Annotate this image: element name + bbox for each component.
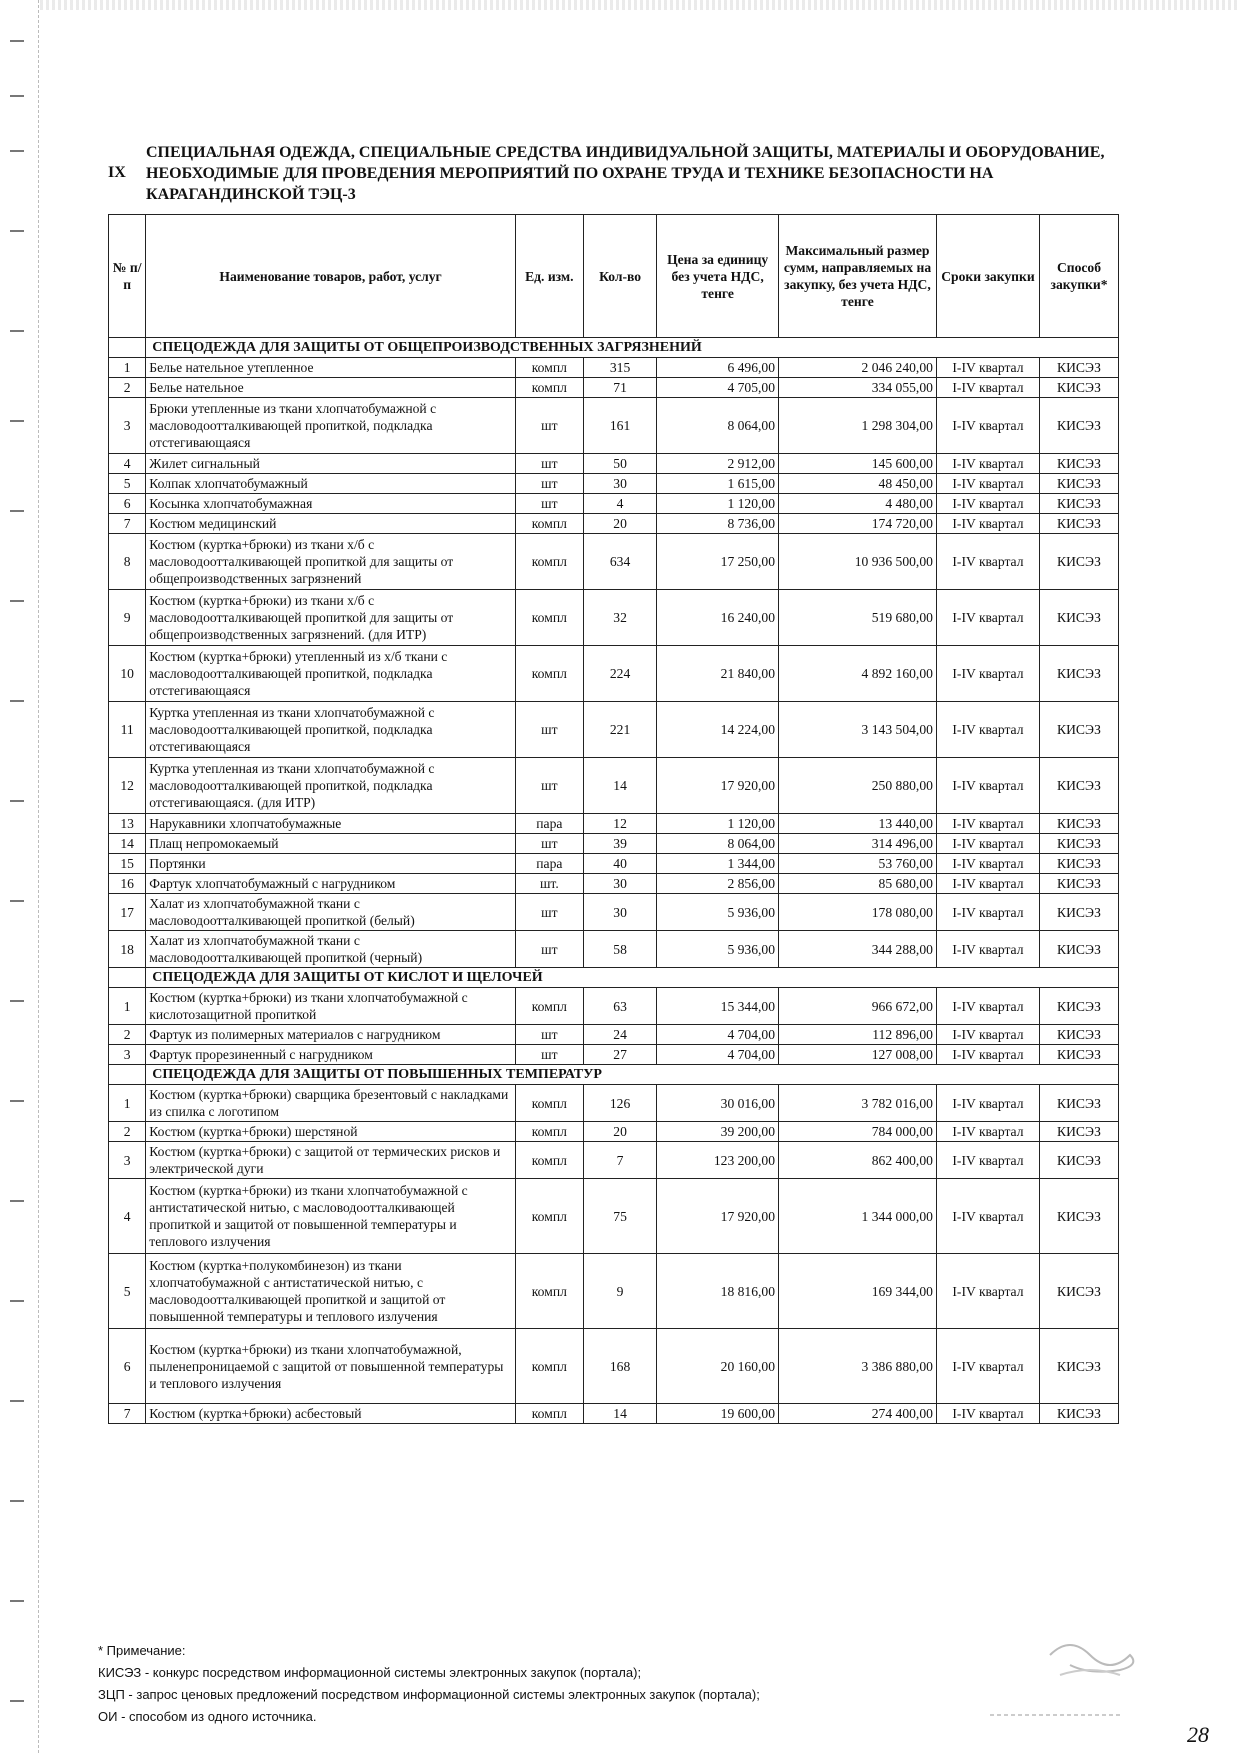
procurement-method: КИСЭЗ — [1040, 1179, 1119, 1254]
table-row — [109, 758, 1119, 814]
unit-price: 20 160,00 — [657, 1329, 779, 1404]
max-sum: 3 386 880,00 — [779, 1329, 937, 1404]
item-name: Костюм (куртка+полукомбинезон) из ткани хлопчатобумажной с антистатической нитью, с масловодоотталкивающей пропиткой и защитой от повышенной температуры и теплового излучения — [146, 1254, 516, 1329]
row-number: 6 — [109, 494, 146, 514]
procurement-term: I-IV квартал — [936, 358, 1039, 378]
quantity: 20 — [583, 1122, 656, 1142]
signature-mark — [980, 1625, 1180, 1725]
max-sum: 13 440,00 — [779, 814, 937, 834]
quantity: 315 — [583, 358, 656, 378]
max-sum: 174 720,00 — [779, 514, 937, 534]
quantity: 161 — [583, 398, 656, 454]
unit-price: 2 856,00 — [657, 874, 779, 894]
section-row — [109, 968, 1119, 988]
unit-price: 4 704,00 — [657, 1025, 779, 1045]
footnote-title: * Примечание: — [98, 1643, 186, 1658]
quantity: 58 — [583, 931, 656, 968]
unit: шт — [515, 894, 583, 931]
max-sum: 966 672,00 — [779, 988, 937, 1025]
unit: шт — [515, 702, 583, 758]
item-name: Костюм (куртка+брюки) из ткани хлопчатобумажной с антистатической нитью, с масловодоотталкивающей пропиткой и защитой от повышенной температуры и теплового излучения — [146, 1179, 516, 1254]
quantity: 30 — [583, 894, 656, 931]
footnote-line: КИСЭЗ - конкурс посредством информационной системы электронных закупок (портала); — [98, 1665, 642, 1680]
row-number: 13 — [109, 814, 146, 834]
quantity: 39 — [583, 834, 656, 854]
procurement-term: I-IV квартал — [936, 514, 1039, 534]
row-number: 1 — [109, 358, 146, 378]
procurement-method: КИСЭЗ — [1040, 590, 1119, 646]
item-name: Костюм (куртка+брюки) асбестовый — [146, 1404, 516, 1424]
procurement-method: КИСЭЗ — [1040, 758, 1119, 814]
col-header-price: Цена за единицу без учета НДС, тенге — [657, 215, 779, 338]
procurement-term: I-IV квартал — [936, 834, 1039, 854]
row-number: 2 — [109, 378, 146, 398]
procurement-method: КИСЭЗ — [1040, 931, 1119, 968]
table-row — [109, 590, 1119, 646]
section-number-cell — [109, 338, 146, 358]
max-sum: 48 450,00 — [779, 474, 937, 494]
footnotes — [98, 1640, 760, 1728]
procurement-method: КИСЭЗ — [1040, 1025, 1119, 1045]
quantity: 30 — [583, 474, 656, 494]
quantity: 168 — [583, 1329, 656, 1404]
procurement-method: КИСЭЗ — [1040, 358, 1119, 378]
row-number: 1 — [109, 988, 146, 1025]
row-number: 7 — [109, 1404, 146, 1424]
section-number-cell — [109, 968, 146, 988]
unit: шт — [515, 1045, 583, 1065]
max-sum: 344 288,00 — [779, 931, 937, 968]
unit-price: 39 200,00 — [657, 1122, 779, 1142]
table-row — [109, 534, 1119, 590]
item-name: Фартук хлопчатобумажный с нагрудником — [146, 874, 516, 894]
procurement-method: КИСЭЗ — [1040, 894, 1119, 931]
unit: компл — [515, 378, 583, 398]
procurement-method: КИСЭЗ — [1040, 1404, 1119, 1424]
row-number: 16 — [109, 874, 146, 894]
unit-price: 1 615,00 — [657, 474, 779, 494]
unit-price: 19 600,00 — [657, 1404, 779, 1424]
item-name: Халат из хлопчатобумажной ткани с масловодоотталкивающей пропиткой (черный) — [146, 931, 516, 968]
page-number: 28 — [1187, 1722, 1209, 1747]
procurement-method: КИСЭЗ — [1040, 854, 1119, 874]
procurement-term: I-IV квартал — [936, 398, 1039, 454]
unit-price: 17 250,00 — [657, 534, 779, 590]
unit: компл — [515, 590, 583, 646]
procurement-term: I-IV квартал — [936, 1025, 1039, 1045]
max-sum: 519 680,00 — [779, 590, 937, 646]
quantity: 224 — [583, 646, 656, 702]
item-name: Костюм (куртка+брюки) из ткани х/б с масловодоотталкивающей пропиткой для защиты от общепроизводственных загрязнений — [146, 534, 516, 590]
section-title: СПЕЦОДЕЖДА ДЛЯ ЗАЩИТЫ ОТ КИСЛОТ И ЩЕЛОЧЕЙ — [146, 968, 1119, 988]
procurement-term: I-IV квартал — [936, 854, 1039, 874]
table-row — [109, 494, 1119, 514]
item-name: Портянки — [146, 854, 516, 874]
max-sum: 274 400,00 — [779, 1404, 937, 1424]
quantity: 634 — [583, 534, 656, 590]
unit-price: 5 936,00 — [657, 894, 779, 931]
row-number: 18 — [109, 931, 146, 968]
max-sum: 1 344 000,00 — [779, 1179, 937, 1254]
procurement-method: КИСЭЗ — [1040, 988, 1119, 1025]
row-number: 9 — [109, 590, 146, 646]
row-number: 4 — [109, 454, 146, 474]
quantity: 63 — [583, 988, 656, 1025]
procurement-method: КИСЭЗ — [1040, 454, 1119, 474]
item-name: Плащ непромокаемый — [146, 834, 516, 854]
item-name: Костюм (куртка+брюки) утепленный из х/б ткани с масловодоотталкивающей пропиткой, подкладка отстегивающаяся — [146, 646, 516, 702]
section-heading — [108, 142, 1118, 205]
max-sum: 250 880,00 — [779, 758, 937, 814]
unit-price: 30 016,00 — [657, 1085, 779, 1122]
quantity: 221 — [583, 702, 656, 758]
procurement-method: КИСЭЗ — [1040, 514, 1119, 534]
row-number: 7 — [109, 514, 146, 534]
procurement-term: I-IV квартал — [936, 894, 1039, 931]
max-sum: 145 600,00 — [779, 454, 937, 474]
item-name: Костюм (куртка+брюки) шерстяной — [146, 1122, 516, 1142]
procurement-method: КИСЭЗ — [1040, 1142, 1119, 1179]
procurement-method: КИСЭЗ — [1040, 702, 1119, 758]
row-number: 2 — [109, 1025, 146, 1045]
max-sum: 3 782 016,00 — [779, 1085, 937, 1122]
table-row — [109, 1085, 1119, 1122]
unit: шт. — [515, 874, 583, 894]
procurement-term: I-IV квартал — [936, 1254, 1039, 1329]
unit-price: 15 344,00 — [657, 988, 779, 1025]
procurement-term: I-IV квартал — [936, 1142, 1039, 1179]
unit: пара — [515, 814, 583, 834]
procurement-method: КИСЭЗ — [1040, 398, 1119, 454]
table-row — [109, 931, 1119, 968]
row-number: 15 — [109, 854, 146, 874]
procurement-method: КИСЭЗ — [1040, 1122, 1119, 1142]
procurement-method: КИСЭЗ — [1040, 1329, 1119, 1404]
unit: шт — [515, 931, 583, 968]
col-header-term: Сроки закупки — [936, 215, 1039, 338]
unit: шт — [515, 454, 583, 474]
table-row — [109, 874, 1119, 894]
quantity: 40 — [583, 854, 656, 874]
quantity: 75 — [583, 1179, 656, 1254]
procurement-term: I-IV квартал — [936, 378, 1039, 398]
procurement-method: КИСЭЗ — [1040, 1254, 1119, 1329]
unit-price: 17 920,00 — [657, 1179, 779, 1254]
quantity: 126 — [583, 1085, 656, 1122]
quantity: 7 — [583, 1142, 656, 1179]
procurement-term: I-IV квартал — [936, 988, 1039, 1025]
procurement-term: I-IV квартал — [936, 702, 1039, 758]
section-number: IX — [108, 164, 126, 181]
procurement-term: I-IV квартал — [936, 931, 1039, 968]
table-row — [109, 988, 1119, 1025]
procurement-term: I-IV квартал — [936, 494, 1039, 514]
unit-price: 4 704,00 — [657, 1045, 779, 1065]
max-sum: 1 298 304,00 — [779, 398, 937, 454]
item-name: Костюм медицинский — [146, 514, 516, 534]
unit-price: 123 200,00 — [657, 1142, 779, 1179]
quantity: 14 — [583, 1404, 656, 1424]
max-sum: 314 496,00 — [779, 834, 937, 854]
row-number: 3 — [109, 1142, 146, 1179]
unit: компл — [515, 1085, 583, 1122]
max-sum: 4 480,00 — [779, 494, 937, 514]
table-row — [109, 1142, 1119, 1179]
unit-price: 21 840,00 — [657, 646, 779, 702]
procurement-term: I-IV квартал — [936, 814, 1039, 834]
row-number: 5 — [109, 474, 146, 494]
procurement-term: I-IV квартал — [936, 1045, 1039, 1065]
row-number: 3 — [109, 398, 146, 454]
unit: шт — [515, 1025, 583, 1045]
unit-price: 18 816,00 — [657, 1254, 779, 1329]
procurement-method: КИСЭЗ — [1040, 1045, 1119, 1065]
quantity: 20 — [583, 514, 656, 534]
quantity: 14 — [583, 758, 656, 814]
row-number: 11 — [109, 702, 146, 758]
unit: компл — [515, 1179, 583, 1254]
binder-margin — [0, 0, 39, 1753]
item-name: Белье нательное утепленное — [146, 358, 516, 378]
procurement-method: КИСЭЗ — [1040, 814, 1119, 834]
table-row — [109, 1404, 1119, 1424]
col-header-qty: Кол-во — [583, 215, 656, 338]
item-name: Фартук прорезиненный с нагрудником — [146, 1045, 516, 1065]
unit: компл — [515, 358, 583, 378]
max-sum: 112 896,00 — [779, 1025, 937, 1045]
row-number: 1 — [109, 1085, 146, 1122]
row-number: 12 — [109, 758, 146, 814]
table-row — [109, 474, 1119, 494]
item-name: Нарукавники хлопчатобумажные — [146, 814, 516, 834]
unit: шт — [515, 474, 583, 494]
max-sum: 169 344,00 — [779, 1254, 937, 1329]
table-row — [109, 702, 1119, 758]
procurement-term: I-IV квартал — [936, 758, 1039, 814]
unit-price: 8 064,00 — [657, 398, 779, 454]
table-row — [109, 834, 1119, 854]
quantity: 32 — [583, 590, 656, 646]
col-header-name: Наименование товаров, работ, услуг — [146, 215, 516, 338]
row-number: 3 — [109, 1045, 146, 1065]
section-title: СПЕЦИАЛЬНАЯ ОДЕЖДА, СПЕЦИАЛЬНЫЕ СРЕДСТВА ИНДИВИДУАЛЬНОЙ ЗАЩИТЫ, МАТЕРИАЛЫ И ОБОРУДОВАНИЕ, НЕОБХОДИМЫЕ ДЛЯ ПРОВЕДЕНИЯ МЕРОПРИЯТИЙ ПО ОХРАНЕ ТРУДА И ТЕХНИКЕ БЕЗОПАСНОСТИ НА КАРАГАНДИНСКОЙ ТЭЦ-3 — [146, 144, 1105, 203]
section-title: СПЕЦОДЕЖДА ДЛЯ ЗАЩИТЫ ОТ ПОВЫШЕННЫХ ТЕМПЕРАТУР — [146, 1065, 1119, 1085]
row-number: 2 — [109, 1122, 146, 1142]
unit-price: 16 240,00 — [657, 590, 779, 646]
table-body — [109, 338, 1119, 1424]
procurement-term: I-IV квартал — [936, 1404, 1039, 1424]
procurement-term: I-IV квартал — [936, 1329, 1039, 1404]
item-name: Костюм (куртка+брюки) из ткани х/б с масловодоотталкивающей пропиткой для защиты от общепроизводственных загрязнений. (для ИТР) — [146, 590, 516, 646]
item-name: Фартук из полимерных материалов с нагрудником — [146, 1025, 516, 1045]
item-name: Жилет сигнальный — [146, 454, 516, 474]
unit-price: 14 224,00 — [657, 702, 779, 758]
table-row — [109, 514, 1119, 534]
table-header-row — [109, 215, 1119, 338]
table-row — [109, 1045, 1119, 1065]
table-row — [109, 1329, 1119, 1404]
procurement-method: КИСЭЗ — [1040, 1085, 1119, 1122]
quantity: 30 — [583, 874, 656, 894]
footnote-line: ЗЦП - запрос ценовых предложений посредством информационной системы электронных закупок (портала); — [98, 1687, 760, 1702]
procurement-method: КИСЭЗ — [1040, 534, 1119, 590]
unit: компл — [515, 1329, 583, 1404]
table-row — [109, 378, 1119, 398]
section-number-cell — [109, 1065, 146, 1085]
procurement-term: I-IV квартал — [936, 646, 1039, 702]
item-name: Костюм (куртка+брюки) из ткани хлопчатобумажной, пыленепроницаемой с защитой от повышенной температуры и теплового излучения — [146, 1329, 516, 1404]
procurement-table — [108, 214, 1119, 1424]
max-sum: 4 892 160,00 — [779, 646, 937, 702]
max-sum: 53 760,00 — [779, 854, 937, 874]
unit-price: 1 120,00 — [657, 494, 779, 514]
unit: компл — [515, 1142, 583, 1179]
table-row — [109, 1122, 1119, 1142]
item-name: Костюм (куртка+брюки) сварщика брезентовый с накладками из спилка с логотипом — [146, 1085, 516, 1122]
col-header-unit: Ед. изм. — [515, 215, 583, 338]
unit-price: 8 736,00 — [657, 514, 779, 534]
scan-edge — [40, 0, 1240, 10]
quantity: 4 — [583, 494, 656, 514]
procurement-term: I-IV квартал — [936, 534, 1039, 590]
item-name: Куртка утепленная из ткани хлопчатобумажной с масловодоотталкивающей пропиткой, подкладка отстегивающаяся. (для ИТР) — [146, 758, 516, 814]
unit-price: 6 496,00 — [657, 358, 779, 378]
unit-price: 8 064,00 — [657, 834, 779, 854]
procurement-method: КИСЭЗ — [1040, 646, 1119, 702]
max-sum: 784 000,00 — [779, 1122, 937, 1142]
procurement-method: КИСЭЗ — [1040, 474, 1119, 494]
row-number: 8 — [109, 534, 146, 590]
item-name: Колпак хлопчатобумажный — [146, 474, 516, 494]
max-sum: 127 008,00 — [779, 1045, 937, 1065]
table-row — [109, 454, 1119, 474]
max-sum: 2 046 240,00 — [779, 358, 937, 378]
quantity: 50 — [583, 454, 656, 474]
max-sum: 334 055,00 — [779, 378, 937, 398]
quantity: 71 — [583, 378, 656, 398]
max-sum: 862 400,00 — [779, 1142, 937, 1179]
procurement-method: КИСЭЗ — [1040, 834, 1119, 854]
unit-price: 1 344,00 — [657, 854, 779, 874]
row-number: 6 — [109, 1329, 146, 1404]
table-row — [109, 894, 1119, 931]
unit-price: 1 120,00 — [657, 814, 779, 834]
procurement-method: КИСЭЗ — [1040, 874, 1119, 894]
unit: компл — [515, 646, 583, 702]
unit: шт — [515, 494, 583, 514]
table-row — [109, 358, 1119, 378]
section-row — [109, 1065, 1119, 1085]
section-title: СПЕЦОДЕЖДА ДЛЯ ЗАЩИТЫ ОТ ОБЩЕПРОИЗВОДСТВЕННЫХ ЗАГРЯЗНЕНИЙ — [146, 338, 1119, 358]
procurement-term: I-IV квартал — [936, 1085, 1039, 1122]
item-name: Халат из хлопчатобумажной ткани с масловодоотталкивающей пропиткой (белый) — [146, 894, 516, 931]
procurement-method: КИСЭЗ — [1040, 494, 1119, 514]
unit: компл — [515, 534, 583, 590]
footnote-line: ОИ - способом из одного источника. — [98, 1709, 317, 1724]
procurement-term: I-IV квартал — [936, 1122, 1039, 1142]
row-number: 14 — [109, 834, 146, 854]
item-name: Брюки утепленные из ткани хлопчатобумажной с масловодоотталкивающей пропиткой, подкладка отстегивающаяся — [146, 398, 516, 454]
quantity: 9 — [583, 1254, 656, 1329]
unit: компл — [515, 1404, 583, 1424]
table-row — [109, 646, 1119, 702]
unit: шт — [515, 398, 583, 454]
procurement-term: I-IV квартал — [936, 590, 1039, 646]
table-row — [109, 398, 1119, 454]
table-row — [109, 854, 1119, 874]
unit-price: 5 936,00 — [657, 931, 779, 968]
section-row — [109, 338, 1119, 358]
row-number: 4 — [109, 1179, 146, 1254]
unit: компл — [515, 988, 583, 1025]
max-sum: 178 080,00 — [779, 894, 937, 931]
row-number: 10 — [109, 646, 146, 702]
table-row — [109, 1025, 1119, 1045]
item-name: Косынка хлопчатобумажная — [146, 494, 516, 514]
quantity: 27 — [583, 1045, 656, 1065]
item-name: Костюм (куртка+брюки) из ткани хлопчатобумажной с кислотозащитной пропиткой — [146, 988, 516, 1025]
unit: шт — [515, 758, 583, 814]
row-number: 17 — [109, 894, 146, 931]
unit-price: 2 912,00 — [657, 454, 779, 474]
procurement-term: I-IV квартал — [936, 474, 1039, 494]
procurement-term: I-IV квартал — [936, 1179, 1039, 1254]
table-row — [109, 1179, 1119, 1254]
max-sum: 3 143 504,00 — [779, 702, 937, 758]
col-header-method: Способ закупки* — [1040, 215, 1119, 338]
item-name: Костюм (куртка+брюки) с защитой от термических рисков и электрической дуги — [146, 1142, 516, 1179]
table-row — [109, 814, 1119, 834]
unit-price: 17 920,00 — [657, 758, 779, 814]
unit: пара — [515, 854, 583, 874]
col-header-number: № п/п — [109, 215, 146, 338]
quantity: 24 — [583, 1025, 656, 1045]
item-name: Куртка утепленная из ткани хлопчатобумажной с масловодоотталкивающей пропиткой, подкладка отстегивающаяся — [146, 702, 516, 758]
procurement-term: I-IV квартал — [936, 454, 1039, 474]
col-header-sum: Максимальный размер сумм, направляемых на закупку, без учета НДС, тенге — [779, 215, 937, 338]
max-sum: 85 680,00 — [779, 874, 937, 894]
row-number: 5 — [109, 1254, 146, 1329]
item-name: Белье нательное — [146, 378, 516, 398]
unit: шт — [515, 834, 583, 854]
unit-price: 4 705,00 — [657, 378, 779, 398]
unit: компл — [515, 1122, 583, 1142]
unit: компл — [515, 1254, 583, 1329]
quantity: 12 — [583, 814, 656, 834]
procurement-term: I-IV квартал — [936, 874, 1039, 894]
table-row — [109, 1254, 1119, 1329]
max-sum: 10 936 500,00 — [779, 534, 937, 590]
procurement-method: КИСЭЗ — [1040, 378, 1119, 398]
unit: компл — [515, 514, 583, 534]
